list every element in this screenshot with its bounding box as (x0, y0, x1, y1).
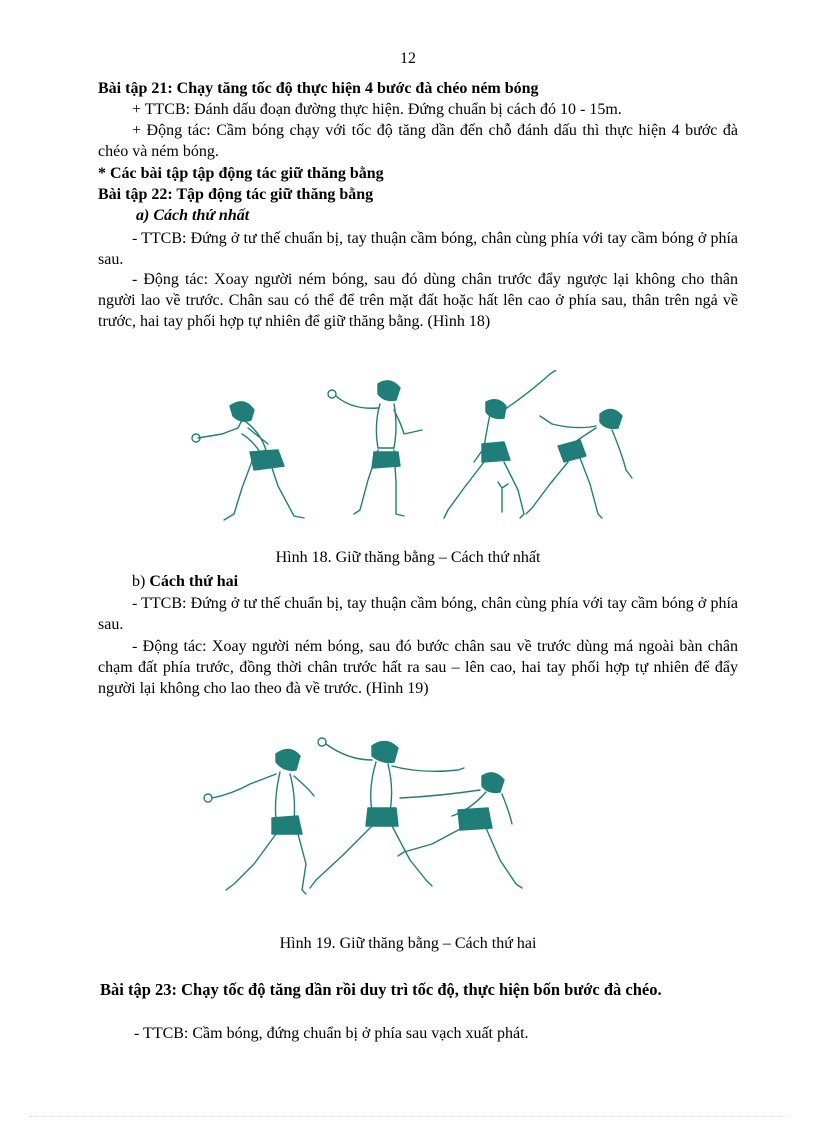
exercise-23-title: Bài tập 23: Chạy tốc độ tăng dần rồi duy trì tốc độ, thực hiện bốn bước đà chéo. (100, 980, 662, 999)
method-b-heading (132, 571, 532, 592)
exercise-22-title: Bài tập 22: Tập động tác giữ thăng bằng (98, 186, 374, 203)
figure-18-illustration (186, 370, 636, 538)
figure-18-caption: Hình 18. Giữ thăng bằng – Cách thứ nhất (275, 549, 541, 566)
page-number: 12 (400, 50, 416, 67)
method-b-ttcb: - TTCB: Đứng ở tư thế chuẩn bị, tay thuận cầm bóng, chân cùng phía với tay cầm bóng ở phía sau. (98, 595, 738, 633)
method-b-prefix: b) (132, 573, 150, 590)
method-a-heading: a) Cách thứ nhất (136, 207, 250, 224)
method-b-label: Cách thứ hai (149, 573, 239, 590)
figure-19-illustration (186, 728, 566, 898)
balance-section-heading: * Các bài tập tập động tác giữ thăng bằng (98, 165, 384, 182)
method-a-action: - Động tác: Xoay người ném bóng, sau đó dùng chân trước đẩy ngược lại không cho thân người lao về trước. Chân sau có thể để trên mặt đất hoặc hất lên cao ở phía sau, thân trên ngả về trước, hai tay phối hợp tự nhiên để giữ thăng bằng. (Hình 18) (98, 271, 738, 330)
figure-18 (186, 370, 636, 538)
exercise-21-ttcb: + TTCB: Đánh dấu đoạn đường thực hiện. Đứng chuẩn bị cách đó 10 - 15m. (132, 101, 622, 118)
figure-19 (186, 728, 566, 898)
method-b-action: - Động tác: Xoay người ném bóng, sau đó bước chân sau về trước dùng má ngoài bàn chân chạm đất phía trước, đồng thời chân trước hất ra sau – lên cao, hai tay phối hợp tự nhiên để đẩy người lại không cho lao theo đà về trước. (Hình 19) (98, 638, 738, 697)
exercise-21-action: + Động tác: Cầm bóng chạy với tốc độ tăng dần đến chỗ đánh dấu thì thực hiện 4 bước đà chéo và ném bóng. (98, 122, 738, 160)
page-bottom-rule (30, 1116, 786, 1117)
exercise-23-ttcb: - TTCB: Cầm bóng, đứng chuẩn bị ở phía sau vạch xuất phát. (134, 1025, 529, 1042)
figure-19-caption: Hình 19. Giữ thăng bằng – Cách thứ hai (279, 935, 537, 952)
method-a-ttcb: - TTCB: Đứng ở tư thế chuẩn bị, tay thuận cầm bóng, chân cùng phía với tay cầm bóng ở phía sau. (98, 230, 738, 268)
exercise-21-title: Bài tập 21: Chạy tăng tốc độ thực hiện 4 bước đà chéo ném bóng (98, 80, 539, 97)
